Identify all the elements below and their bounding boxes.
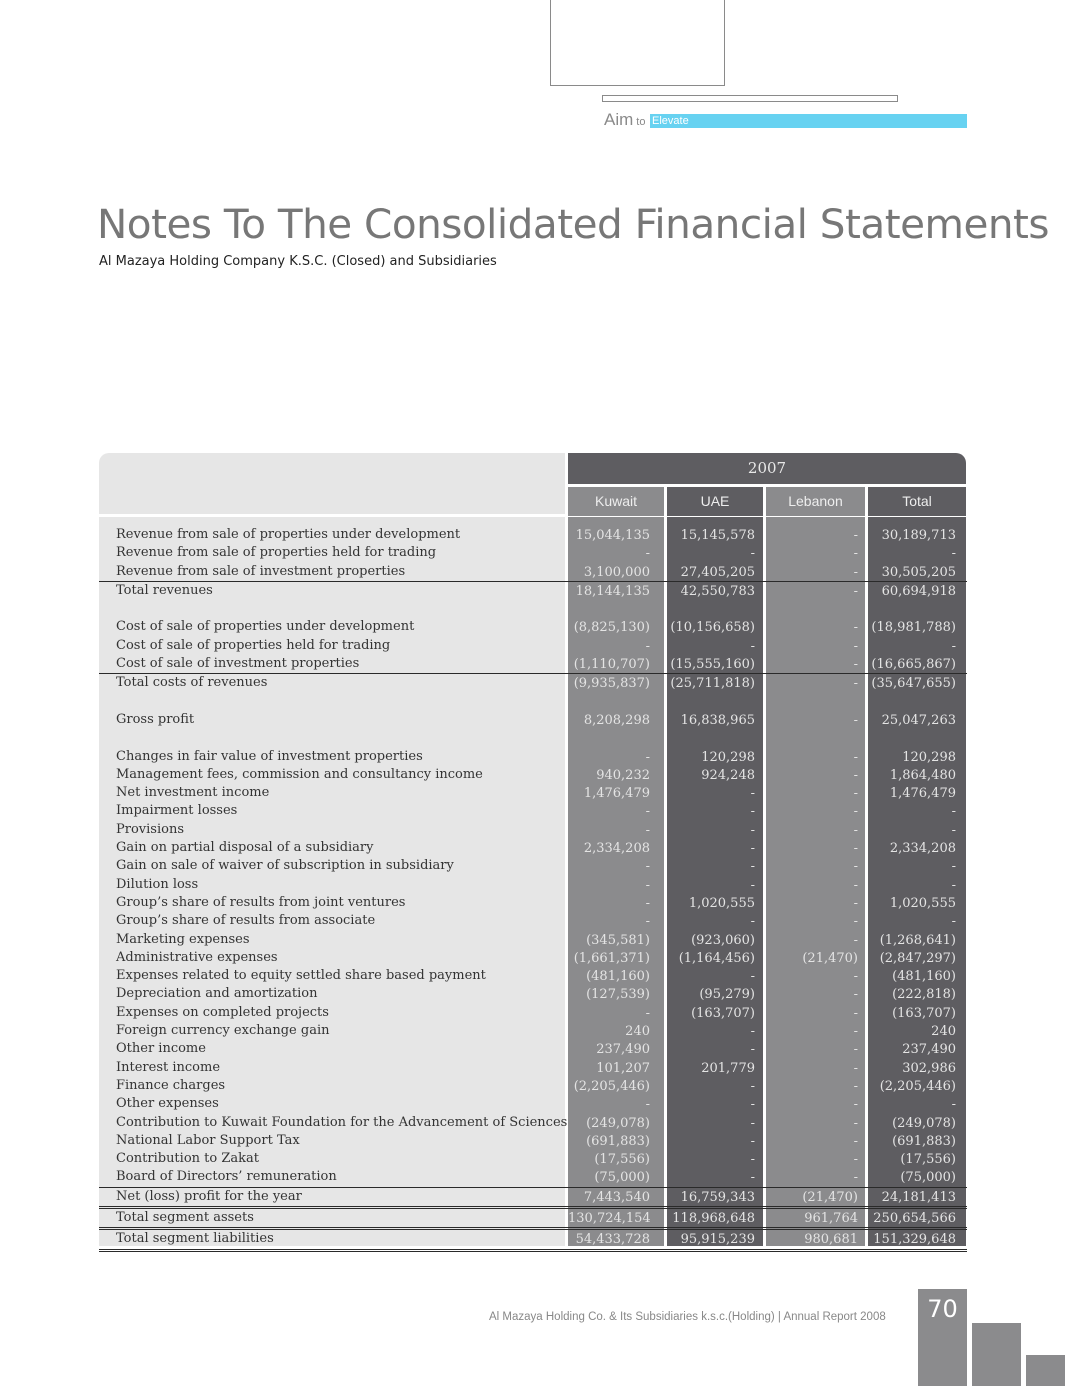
cell-total: (163,707) xyxy=(892,1005,956,1021)
cell-kuwait: 101,207 xyxy=(596,1060,650,1076)
table-row xyxy=(99,544,967,562)
row-label: Management fees, commission and consultancy income xyxy=(116,766,483,782)
table-row xyxy=(99,618,967,636)
table-row xyxy=(99,784,967,802)
column-header-lebanon: Lebanon xyxy=(766,487,865,516)
cell-lebanon: - xyxy=(853,528,858,543)
cell-kuwait: - xyxy=(645,1097,650,1113)
table-row xyxy=(99,802,967,820)
cell-total: 24,181,413 xyxy=(881,1189,956,1205)
table-row xyxy=(99,1187,967,1206)
cell-kuwait: - xyxy=(645,877,650,893)
table-row xyxy=(99,1206,967,1227)
table-row xyxy=(99,967,967,985)
table-row xyxy=(99,912,967,930)
cell-kuwait: - xyxy=(645,749,650,765)
cell-uae: 16,838,965 xyxy=(680,712,755,728)
cell-lebanon: - xyxy=(853,583,858,599)
cell-total: - xyxy=(951,914,956,930)
decorative-bar xyxy=(602,95,898,102)
table-row xyxy=(99,563,967,581)
row-label: Board of Directors’ remuneration xyxy=(116,1169,337,1185)
cell-total: 240 xyxy=(931,1024,956,1040)
page-title: Notes To The Consolidated Financial Statements xyxy=(97,200,1050,248)
footer-text: Al Mazaya Holding Co. & Its Subsidiaries k.s.c.(Holding) | Annual Report 2008 xyxy=(489,1311,886,1323)
row-spacer xyxy=(99,729,967,747)
cell-uae: - xyxy=(750,1042,755,1058)
cell-uae: - xyxy=(750,1170,755,1186)
cell-uae: (15,555,160) xyxy=(670,657,755,673)
cell-total: 1,476,479 xyxy=(889,786,956,802)
cell-total: 2,334,208 xyxy=(889,841,956,857)
cell-uae: - xyxy=(750,1133,755,1149)
cell-uae: - xyxy=(750,786,755,802)
row-label: Impairment losses xyxy=(116,803,238,819)
row-label: Expenses related to equity settled share based payment xyxy=(116,968,486,984)
row-spacer xyxy=(99,600,967,618)
cell-total: (17,556) xyxy=(900,1152,956,1168)
cell-lebanon: - xyxy=(853,767,858,783)
table-row xyxy=(99,1150,967,1168)
row-label: Expenses on completed projects xyxy=(116,1004,329,1020)
cell-kuwait: 3,100,000 xyxy=(583,564,650,580)
row-label: Interest income xyxy=(116,1059,221,1075)
table-row xyxy=(99,766,967,784)
cell-lebanon: - xyxy=(853,546,858,562)
cell-uae: 120,298 xyxy=(701,749,755,765)
decorative-block xyxy=(972,1323,1021,1386)
cell-lebanon: - xyxy=(853,804,858,820)
cell-uae: 95,915,239 xyxy=(680,1232,755,1248)
cell-lebanon: - xyxy=(853,1097,858,1113)
cell-uae: (10,156,658) xyxy=(670,620,755,636)
cell-total: (75,000) xyxy=(900,1170,956,1186)
cell-uae: (923,060) xyxy=(691,932,755,948)
table-row xyxy=(99,1059,967,1077)
cell-kuwait: 2,334,208 xyxy=(583,841,650,857)
column-header-uae: UAE xyxy=(667,487,763,516)
cell-lebanon: - xyxy=(853,932,858,948)
cell-lebanon: - xyxy=(853,877,858,893)
cell-lebanon: - xyxy=(853,895,858,911)
cell-total: - xyxy=(951,1097,956,1113)
table-row xyxy=(99,655,967,673)
cell-total: 25,047,263 xyxy=(881,712,956,728)
cell-kuwait: - xyxy=(645,822,650,838)
cell-kuwait: 8,208,298 xyxy=(583,712,650,728)
row-label: Total costs of revenues xyxy=(116,675,268,691)
cell-kuwait: (75,000) xyxy=(594,1170,650,1186)
cell-lebanon: - xyxy=(853,564,858,580)
cell-total: - xyxy=(951,804,956,820)
table-row xyxy=(99,581,967,600)
cell-kuwait: (8,825,130) xyxy=(573,620,650,636)
cell-kuwait: - xyxy=(645,859,650,875)
table-row xyxy=(99,1114,967,1132)
row-label: Foreign currency exchange gain xyxy=(116,1023,330,1039)
cell-uae: - xyxy=(750,877,755,893)
cell-total: (2,847,297) xyxy=(879,950,956,966)
cell-uae: 42,550,783 xyxy=(680,583,755,599)
cell-lebanon: - xyxy=(853,1024,858,1040)
tagline-to: to xyxy=(636,116,646,128)
table-row xyxy=(99,821,967,839)
cell-uae: - xyxy=(750,638,755,654)
row-label: Total segment assets xyxy=(116,1209,254,1225)
row-label: Administrative expenses xyxy=(116,949,278,965)
cell-total: - xyxy=(951,822,956,838)
table-row xyxy=(99,1168,967,1186)
cell-lebanon: - xyxy=(853,1005,858,1021)
cell-total: (1,268,641) xyxy=(879,932,956,948)
year-header: 2007 xyxy=(568,453,966,484)
row-label: Group’s share of results from associate xyxy=(116,913,376,929)
cell-total: - xyxy=(951,859,956,875)
tagline-aim: Aim xyxy=(604,110,634,129)
cell-lebanon: - xyxy=(853,749,858,765)
cell-uae: (1,164,456) xyxy=(678,950,755,966)
cell-uae: 1,020,555 xyxy=(688,895,755,911)
cell-lebanon: - xyxy=(853,1060,858,1076)
cell-kuwait: (481,160) xyxy=(586,969,650,985)
cell-uae: - xyxy=(750,546,755,562)
cell-total: (222,818) xyxy=(892,987,956,1003)
column-header-total: Total xyxy=(868,487,966,516)
cell-kuwait: - xyxy=(645,638,650,654)
decorative-frame xyxy=(550,0,725,86)
row-label: Cost of sale of properties held for trading xyxy=(116,637,391,653)
row-label: Total revenues xyxy=(116,582,213,598)
cell-total: (16,665,867) xyxy=(871,657,956,673)
cell-uae: - xyxy=(750,1024,755,1040)
cell-uae: (25,711,818) xyxy=(670,676,755,692)
cell-total: 151,329,648 xyxy=(873,1232,956,1248)
cell-kuwait: - xyxy=(645,546,650,562)
table-row xyxy=(99,876,967,894)
cell-total: - xyxy=(951,546,956,562)
table-row xyxy=(99,857,967,875)
table-row xyxy=(99,673,967,692)
row-label: Contribution to Kuwait Foundation for the Advancement of Sciences xyxy=(116,1114,568,1130)
cell-kuwait: 7,443,540 xyxy=(583,1189,650,1205)
cell-kuwait: (17,556) xyxy=(594,1152,650,1168)
cell-uae: - xyxy=(750,914,755,930)
cell-uae: - xyxy=(750,1097,755,1113)
cell-uae: - xyxy=(750,804,755,820)
cell-total: (691,883) xyxy=(892,1133,956,1149)
cell-total: (18,981,788) xyxy=(871,620,956,636)
segment-table xyxy=(99,453,967,1248)
cell-lebanon: - xyxy=(853,676,858,692)
cell-lebanon: - xyxy=(853,969,858,985)
table-row xyxy=(99,985,967,1003)
cell-total: 237,490 xyxy=(902,1042,956,1058)
cell-kuwait: (249,078) xyxy=(586,1115,650,1131)
cell-kuwait: (1,110,707) xyxy=(573,657,650,673)
cell-kuwait: 130,724,154 xyxy=(568,1210,651,1226)
cell-kuwait: 940,232 xyxy=(596,767,650,783)
cell-lebanon: - xyxy=(853,786,858,802)
table-row xyxy=(99,1095,967,1113)
row-label: Changes in fair value of investment properties xyxy=(116,748,423,764)
table-row xyxy=(99,526,967,544)
cell-total: 302,986 xyxy=(902,1060,956,1076)
cell-uae: - xyxy=(750,969,755,985)
cell-uae: 118,968,648 xyxy=(672,1210,755,1226)
cell-uae: 27,405,205 xyxy=(680,564,755,580)
cell-uae: - xyxy=(750,1078,755,1094)
cell-total: (35,647,655) xyxy=(871,676,956,692)
cell-total: 120,298 xyxy=(902,749,956,765)
row-label: Net (loss) profit for the year xyxy=(116,1188,302,1204)
cell-lebanon: - xyxy=(853,1078,858,1094)
table-row xyxy=(99,1004,967,1022)
table-row xyxy=(99,894,967,912)
row-label: Group’s share of results from joint ventures xyxy=(116,894,406,910)
cell-lebanon: - xyxy=(853,620,858,636)
cell-lebanon: - xyxy=(853,1133,858,1149)
cell-kuwait: 15,044,135 xyxy=(575,528,650,543)
table-row xyxy=(99,839,967,857)
table-body xyxy=(99,526,967,1252)
page-number: 70 xyxy=(927,1295,958,1323)
cell-uae: (95,279) xyxy=(699,987,755,1003)
table-row xyxy=(99,931,967,949)
row-label: Revenue from sale of investment properties xyxy=(116,563,406,579)
cell-total: (481,160) xyxy=(892,969,956,985)
row-label: Cost of sale of investment properties xyxy=(116,656,360,672)
cell-total: 1,864,480 xyxy=(889,767,956,783)
cell-lebanon: - xyxy=(853,859,858,875)
cell-total: 60,694,918 xyxy=(881,583,956,599)
cell-kuwait: (9,935,837) xyxy=(573,676,650,692)
table-row xyxy=(99,1022,967,1040)
row-label: Depreciation and amortization xyxy=(116,986,318,1002)
row-label: Gross profit xyxy=(116,711,195,727)
cell-uae: - xyxy=(750,1152,755,1168)
cell-kuwait: 240 xyxy=(625,1024,650,1040)
cell-uae: (163,707) xyxy=(691,1005,755,1021)
cell-kuwait: (2,205,446) xyxy=(573,1078,650,1094)
column-header-kuwait: Kuwait xyxy=(568,487,664,516)
cell-uae: 924,248 xyxy=(701,767,755,783)
table-row xyxy=(99,949,967,967)
cell-lebanon: - xyxy=(853,822,858,838)
page-subtitle: Al Mazaya Holding Company K.S.C. (Closed) and Subsidiaries xyxy=(99,254,497,269)
cell-total: - xyxy=(951,638,956,654)
cell-lebanon: - xyxy=(853,638,858,654)
cell-uae: - xyxy=(750,1115,755,1131)
cell-kuwait: - xyxy=(645,895,650,911)
cell-lebanon: - xyxy=(853,1170,858,1186)
row-label: Contribution to Zakat xyxy=(116,1151,259,1167)
cell-lebanon: - xyxy=(853,1042,858,1058)
row-label: Marketing expenses xyxy=(116,931,250,947)
cell-uae: - xyxy=(750,822,755,838)
row-spacer xyxy=(99,693,967,711)
table-row xyxy=(99,711,967,729)
row-label: Revenue from sale of properties under development xyxy=(116,527,461,542)
cell-lebanon: - xyxy=(853,657,858,673)
row-label: Gain on partial disposal of a subsidiary xyxy=(116,840,374,856)
cell-lebanon: - xyxy=(853,1152,858,1168)
row-label: Other income xyxy=(116,1041,206,1057)
table-row xyxy=(99,748,967,766)
row-label: Cost of sale of properties under development xyxy=(116,619,415,635)
cell-kuwait: (127,539) xyxy=(586,987,650,1003)
cell-lebanon: - xyxy=(853,914,858,930)
cell-kuwait: (345,581) xyxy=(586,932,650,948)
cell-kuwait: - xyxy=(645,804,650,820)
cell-lebanon: (21,470) xyxy=(802,950,858,966)
cell-lebanon: - xyxy=(853,712,858,728)
row-label: Finance charges xyxy=(116,1077,226,1093)
row-label: Gain on sale of waiver of subscription in subsidiary xyxy=(116,858,454,874)
table-row xyxy=(99,1077,967,1095)
cell-kuwait: (1,661,371) xyxy=(573,950,650,966)
table-row xyxy=(99,1040,967,1058)
cell-uae: 15,145,578 xyxy=(680,528,755,543)
cell-total: (249,078) xyxy=(892,1115,956,1131)
cell-kuwait: 1,476,479 xyxy=(583,786,650,802)
cell-kuwait: 18,144,135 xyxy=(575,583,650,599)
row-label: Other expenses xyxy=(116,1096,219,1112)
cell-lebanon: 961,764 xyxy=(804,1210,858,1226)
cell-lebanon: - xyxy=(853,1115,858,1131)
table-row xyxy=(99,637,967,655)
cell-kuwait: - xyxy=(645,1005,650,1021)
cell-lebanon: - xyxy=(853,841,858,857)
cell-uae: 201,779 xyxy=(701,1060,755,1076)
row-label: Provisions xyxy=(116,821,184,837)
cell-total: 30,189,713 xyxy=(881,528,956,543)
table-row xyxy=(99,1227,967,1251)
tagline-elevate: Elevate xyxy=(650,114,967,128)
row-label: Dilution loss xyxy=(116,876,199,892)
cell-lebanon: (21,470) xyxy=(802,1189,858,1205)
cell-uae: 16,759,343 xyxy=(680,1189,755,1205)
decorative-block xyxy=(1026,1355,1065,1386)
cell-uae: - xyxy=(750,859,755,875)
cell-lebanon: 980,681 xyxy=(804,1232,858,1248)
cell-kuwait: (691,883) xyxy=(586,1133,650,1149)
row-label: Revenue from sale of properties held for trading xyxy=(116,545,437,561)
cell-total: (2,205,446) xyxy=(879,1078,956,1094)
cell-kuwait: - xyxy=(645,914,650,930)
cell-uae: - xyxy=(750,841,755,857)
row-label: Net investment income xyxy=(116,785,270,801)
row-label: Total segment liabilities xyxy=(116,1231,274,1247)
tagline xyxy=(604,110,689,130)
table-row xyxy=(99,1132,967,1150)
cell-total: 1,020,555 xyxy=(889,895,956,911)
cell-kuwait: 237,490 xyxy=(596,1042,650,1058)
cell-total: 250,654,566 xyxy=(873,1210,956,1226)
header-separator xyxy=(99,514,565,517)
row-label: National Labor Support Tax xyxy=(116,1132,300,1148)
cell-kuwait: 54,433,728 xyxy=(575,1232,650,1248)
cell-total: 30,505,205 xyxy=(881,564,956,580)
cell-total: - xyxy=(951,877,956,893)
cell-lebanon: - xyxy=(853,987,858,1003)
